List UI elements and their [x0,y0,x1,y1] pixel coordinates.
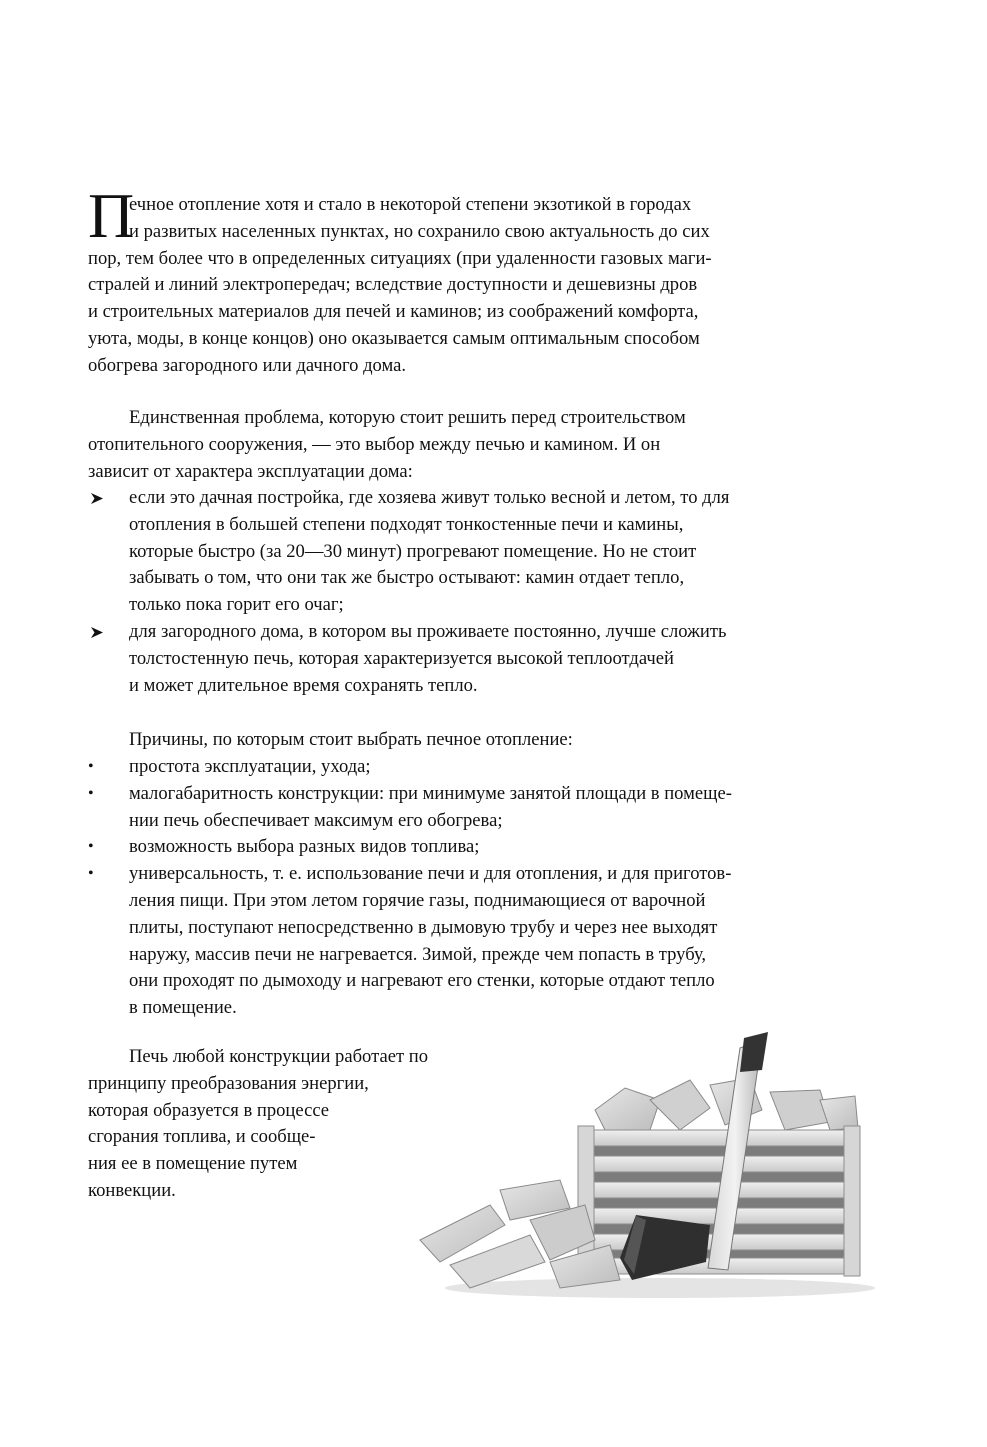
arrow-bullet-icon [90,492,104,505]
firewood-axe-illustration [410,1030,880,1300]
choice-paragraph [88,405,888,485]
arrow-bullet-icon [90,626,104,639]
text-line: они проходят по дымоходу и нагревают его стенки, которые отдают тепло [129,970,715,992]
text-line: в помещение. [129,997,237,1019]
text-line: Печь любой конструкции работает по [129,1046,428,1067]
list-item [88,619,888,699]
text-line: толстостенную печь, которая характеризуется высокой теплоотдачей [129,647,674,669]
text-line: если это дачная постройка, где хозяева живут только весной и летом, то для [129,487,730,508]
text-line: которая образуется в процессе [88,1099,330,1121]
text-line: универсальность, т. е. использование печи и для отопления, и для приготов- [129,863,732,885]
intro-paragraph [88,192,888,380]
list-item [88,781,888,835]
text-line: простота эксплуатации, ухода; [129,756,371,777]
reasons-paragraph [88,727,888,754]
text-line: Единственная проблема, которую стоит решить перед строительством [129,407,686,428]
bullet-icon: • [88,784,94,802]
text-line: и может длительное время сохранять тепло. [129,674,478,696]
drop-cap: П [88,180,135,251]
text-line: зависит от характера эксплуатации дома: [88,460,413,482]
bullet-icon: • [88,758,94,775]
arrow-list [88,485,888,699]
text-line: стралей и линий электропередач; вследствие доступности и дешевизны дров [88,274,698,296]
text-line: малогабаритность конструкции: при минимуме занятой площади в помеще- [129,782,732,804]
text-line: отопления в большей степени подходят тонкостенные печи и камины, [129,513,684,535]
text-line: принципу преобразования энергии, [88,1072,369,1094]
text-line: только пока горит его очаг; [129,594,344,616]
text-line: нии печь обеспечивает максимум его обогрева; [129,809,503,831]
list-item [88,861,888,1022]
text-line: сгорания топлива, и сообще- [88,1126,316,1148]
text-line: забывать о том, что они так же быстро остывают: камин отдает тепло, [129,567,685,589]
text-line: и строительных материалов для печей и каминов; из соображений комфорта, [88,301,699,323]
text-line: ления пищи. При этом летом горячие газы, поднимающиеся от варочной [129,889,706,911]
list-item [88,485,888,619]
text-line: обогрева загородного или дачного дома. [88,354,407,376]
text-line: конвекции. [88,1179,176,1201]
text-line: ния ее в помещение путем [88,1153,298,1175]
bullet-icon: • [88,865,94,883]
text-line: наружу, массив печи не нагревается. Зимой, прежде чем попасть в трубу, [129,943,707,965]
text-line: плиты, поступают непосредственно в дымовую трубу и через нее выходят [129,916,718,938]
text-line: уюта, моды, в конце концов) оно оказывается самым оптимальным способом [88,327,700,349]
text-line: отопительного сооружения, — это выбор между печью и камином. И он [88,433,661,455]
list-item [88,834,888,861]
list-item [88,754,888,781]
text-line: для загородного дома, в котором вы проживаете постоянно, лучше сложить [129,620,727,642]
text-line: ечное отопление хотя и стало в некоторой степени экзотикой в городах [129,194,692,215]
bullet-icon: • [88,838,94,856]
text-line: и развитых населенных пунктах, но сохранило свою актуальность до сих [129,220,710,242]
text-line: возможность выбора разных видов топлива; [129,836,480,858]
text-line: Причины, по которым стоит выбрать печное отопление: [129,729,573,750]
bullet-list [88,754,888,1022]
text-line: которые быстро (за 20—30 минут) прогревают помещение. Но не стоит [129,540,697,562]
text-line: пор, тем более что в определенных ситуациях (при удаленности газовых маги- [88,247,712,269]
